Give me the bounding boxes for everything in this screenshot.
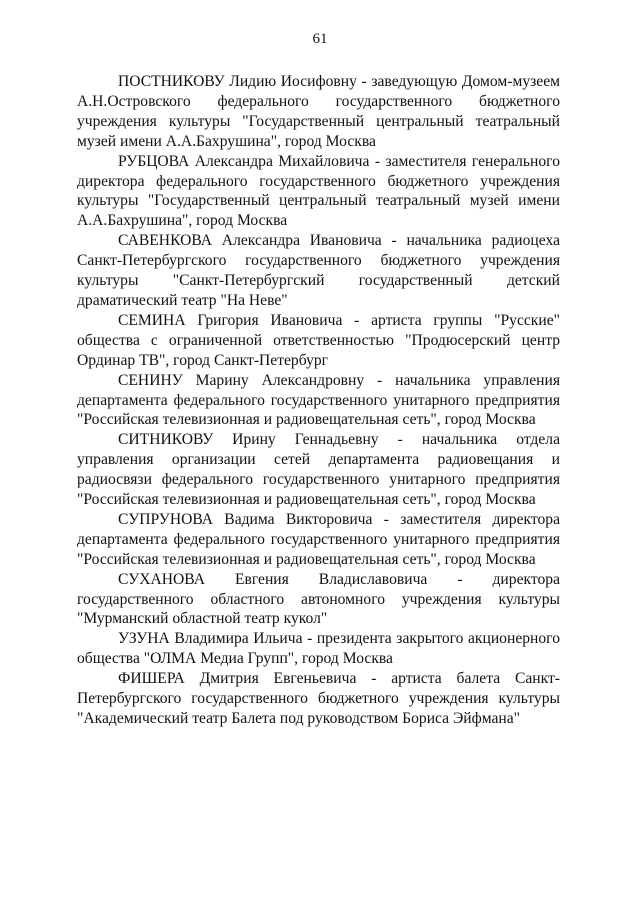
list-item: СЕНИНУ Марину Александровну - начальника управления департамента федерального государственного унитарного предприятия "Российская телевизионная и радиовещательная сеть", город Москва: [77, 371, 560, 429]
award-list: [77, 72, 560, 729]
list-item: СУХАНОВА Евгения Владиславовича - директора государственного областного автономного учреждения культуры "Мурманский областной театр кукол": [77, 570, 560, 628]
list-item: РУБЦОВА Александра Михайловича - заместителя генерального директора федерального государственного бюджетного учреждения культуры "Государственный центральный театральный музей имени А.А.Бахрушина", город Москва: [77, 152, 560, 230]
list-item: САВЕНКОВА Александра Ивановича - начальника радиоцеха Санкт-Петербургского государственного бюджетного учреждения культуры "Санкт-Петербургский государственный детский драматический театр "На Неве": [77, 232, 560, 309]
list-item: УЗУНА Владимира Ильича - президента закрытого акционерного общества "ОЛМА Медиа Групп", город Москва: [77, 630, 560, 668]
list-item: СУПРУНОВА Вадима Викторовича - заместителя директора департамента федерального государственного унитарного предприятия "Российская телевизионная и радиовещательная сеть", город Москва: [77, 510, 560, 568]
list-item: ПОСТНИКОВУ Лидию Иосифовну - заведующую Домом-музеем А.Н.Островского федерального государственного бюджетного учреждения культуры "Государственный центральный театральный музей имени А.А.Бахрушина", город Москва: [77, 73, 560, 150]
list-item: ФИШЕРА Дмитрия Евгеньевича - артиста балета Санкт-Петербургского государственного бюджетного учреждения культуры "Академический театр Балета под руководством Бориса Эйфмана": [77, 670, 560, 727]
page-number: 61: [312, 31, 328, 47]
list-item: СИТНИКОВУ Ирину Геннадьевну - начальника отдела управления организации сетей департамента радиовещания и радиосвязи федерального государственного унитарного предприятия "Российская телевизионная и радиовещательная сеть", город Москва: [77, 431, 560, 509]
list-item: СЕМИНА Григория Ивановича - артиста группы "Русские" общества с ограниченной ответственностью "Продюсерский центр Ординар ТВ", город Санкт-Петербург: [77, 311, 560, 369]
